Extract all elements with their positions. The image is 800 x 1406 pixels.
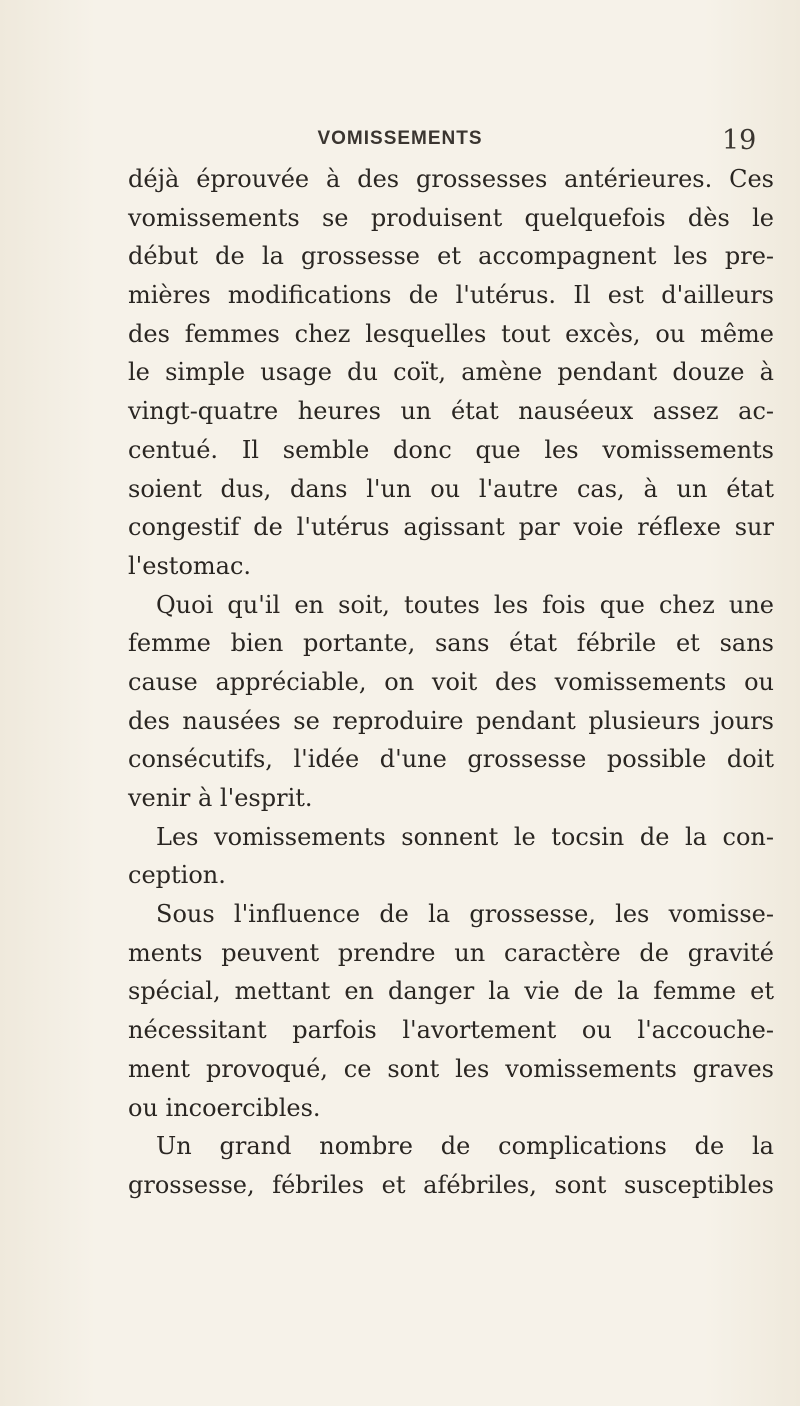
page-number: 19 — [722, 125, 757, 156]
text-line: Les vomissements sonnent le tocsin de la con- — [156, 822, 774, 851]
text-line: vomissements se produisent quelquefois dès le — [128, 203, 774, 232]
text-line: nécessitant parfois l'avortement ou l'accouche- — [128, 1016, 774, 1045]
text-line: ment provoqué, ce sont les vomissements graves — [128, 1054, 774, 1083]
text-line: Un grand nombre de complications de la — [156, 1132, 774, 1161]
text-line: des nausées se reproduire pendant plusieurs jours — [128, 706, 774, 735]
text-line: ception. — [128, 861, 226, 890]
text-line: soient dus, dans l'un ou l'autre cas, à un état — [128, 474, 774, 503]
paragraph — [128, 818, 774, 895]
text-line: centué. Il semble donc que les vomissements — [128, 435, 774, 464]
text-line: déjà éprouvée à des grossesses antérieures. Ces — [128, 165, 774, 193]
text-line: consécutifs, l'idée d'une grossesse possible doit — [128, 745, 774, 774]
text-line: grossesse, fébriles et afébriles, sont susceptibles — [128, 1170, 774, 1199]
text-line: le simple usage du coït, amène pendant douze à — [128, 358, 774, 387]
text-line: Sous l'influence de la grossesse, les vomisse- — [156, 900, 774, 929]
text-line: Quoi qu'il en soit, toutes les fois que chez une — [156, 590, 774, 619]
text-line: cause appréciable, on voit des vomissements ou — [128, 667, 774, 696]
paragraph — [128, 586, 774, 818]
body-text — [128, 160, 774, 1205]
text-line: venir à l'esprit. — [128, 784, 313, 812]
text-line: l'estomac. — [128, 551, 252, 580]
paragraph — [128, 895, 774, 1127]
paragraph — [128, 160, 774, 586]
running-head — [0, 125, 800, 158]
text-line: spécial, mettant en danger la vie de la femme et — [128, 977, 774, 1006]
running-title: VOMISSEMENTS — [317, 128, 483, 149]
text-line: ou incoercibles. — [128, 1093, 321, 1122]
text-line: début de la grossesse et accompagnent les pre- — [128, 242, 774, 271]
text-line: congestif de l'utérus agissant par voie réflexe sur — [128, 513, 774, 542]
text-line: des femmes chez lesquelles tout excès, ou même — [128, 319, 774, 348]
paragraph — [128, 1127, 774, 1204]
text-line: mières modifications de l'utérus. Il est d'ailleurs — [128, 281, 774, 310]
text-line: femme bien portante, sans état fébrile et sans — [128, 629, 774, 658]
text-line: ments peuvent prendre un caractère de gravité — [128, 938, 774, 967]
text-line: vingt-quatre heures un état nauséeux assez ac- — [128, 397, 774, 426]
